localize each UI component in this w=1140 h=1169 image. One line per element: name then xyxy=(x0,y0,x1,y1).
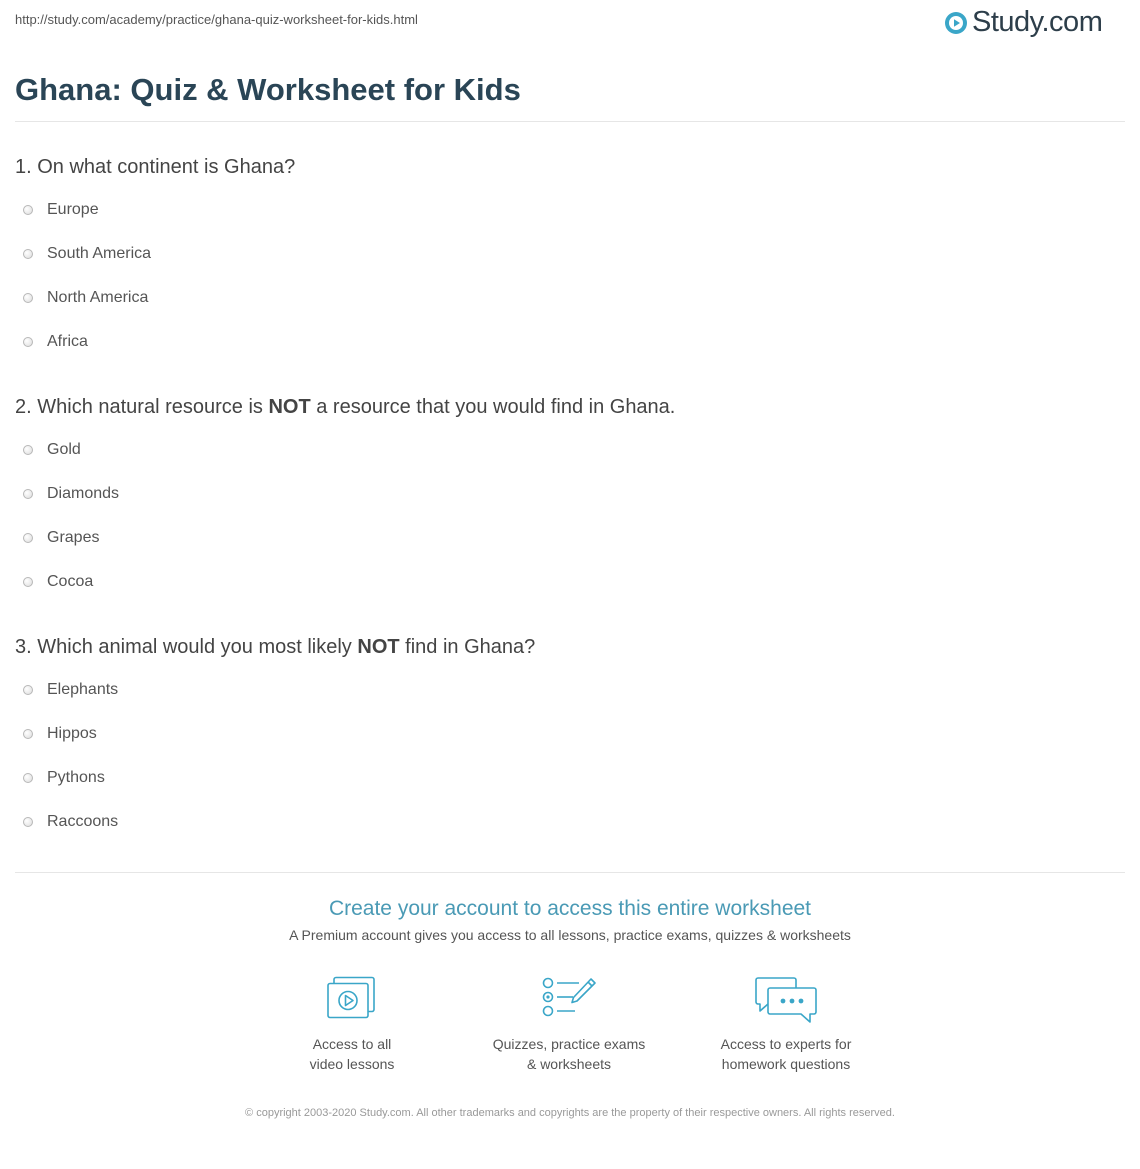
option-label: Grapes xyxy=(47,529,100,546)
question-text-start: Which animal would you most likely xyxy=(37,636,352,658)
radio-button[interactable] xyxy=(23,249,33,259)
option-north-america[interactable] xyxy=(23,288,148,308)
study-logo[interactable] xyxy=(944,8,1102,37)
radio-button[interactable] xyxy=(23,533,33,543)
question-1 xyxy=(15,154,295,180)
create-account-link[interactable]: Create your account to access this entire worksheet xyxy=(328,897,812,920)
option-diamonds[interactable] xyxy=(23,484,119,504)
option-label: Elephants xyxy=(47,681,119,698)
option-africa[interactable] xyxy=(23,332,88,352)
video-lessons-icon xyxy=(326,976,378,1020)
quiz-checklist-icon xyxy=(541,976,597,1020)
chat-bubbles-icon xyxy=(754,976,818,1026)
question-text: On what continent is Ghana? xyxy=(37,156,296,178)
radio-button[interactable] xyxy=(23,577,33,587)
feature-line: homework questions xyxy=(721,1056,851,1072)
question-text-end: find in Ghana? xyxy=(405,636,536,658)
question-text-start: Which natural resource is xyxy=(37,396,263,418)
option-grapes[interactable] xyxy=(23,528,99,548)
option-europe[interactable] xyxy=(23,200,99,220)
option-label: Hippos xyxy=(47,725,97,742)
radio-button[interactable] xyxy=(23,729,33,739)
question-text-end: a resource that you would find in Ghana. xyxy=(316,396,676,418)
option-label: South America xyxy=(47,245,152,262)
option-label: Pythons xyxy=(47,769,105,786)
radio-button[interactable] xyxy=(23,205,33,215)
play-logo-icon xyxy=(944,11,968,35)
page-title: Ghana: Quiz & Worksheet for Kids xyxy=(15,72,521,107)
feature-line: & worksheets xyxy=(526,1056,612,1072)
option-label: Africa xyxy=(47,333,88,350)
cta-subtitle: A Premium account gives you access to all lessons, practice exams, quizzes & worksheets xyxy=(289,927,851,943)
option-label: Europe xyxy=(47,201,99,218)
feature-line: Quizzes, practice exams xyxy=(492,1036,646,1052)
feature-video-lessons xyxy=(252,976,452,1074)
option-elephants[interactable] xyxy=(23,680,118,700)
copyright-notice: © copyright 2003-2020 Study.com. All other trademarks and copyrights are the property of their respective owners. All rights reserved. xyxy=(245,1107,895,1119)
feature-line: video lessons xyxy=(309,1056,395,1072)
feature-experts xyxy=(686,976,886,1074)
option-gold[interactable] xyxy=(23,440,81,460)
radio-button[interactable] xyxy=(23,445,33,455)
question-number: 2. xyxy=(15,396,32,418)
section-divider xyxy=(15,872,1125,873)
option-label: Gold xyxy=(47,441,81,458)
radio-button[interactable] xyxy=(23,293,33,303)
option-pythons[interactable] xyxy=(23,768,105,788)
feature-text xyxy=(686,1034,886,1074)
feature-line: Access to all xyxy=(312,1036,392,1052)
option-label: Cocoa xyxy=(47,573,94,590)
feature-text xyxy=(469,1034,669,1074)
feature-text xyxy=(252,1034,452,1074)
radio-button[interactable] xyxy=(23,489,33,499)
title-divider xyxy=(15,121,1125,122)
radio-button[interactable] xyxy=(23,337,33,347)
radio-button[interactable] xyxy=(23,817,33,827)
option-raccoons[interactable] xyxy=(23,812,118,832)
option-cocoa[interactable] xyxy=(23,572,93,592)
feature-quizzes xyxy=(469,976,669,1074)
option-label: Diamonds xyxy=(47,485,120,502)
question-number: 1. xyxy=(15,156,32,178)
question-emphasis: NOT xyxy=(357,636,400,658)
radio-button[interactable] xyxy=(23,685,33,695)
question-emphasis: NOT xyxy=(268,396,311,418)
question-number: 3. xyxy=(15,636,32,658)
option-label: North America xyxy=(47,289,149,306)
option-label: Raccoons xyxy=(47,813,119,830)
radio-button[interactable] xyxy=(23,773,33,783)
option-hippos[interactable] xyxy=(23,724,97,744)
question-2 xyxy=(15,394,675,420)
question-3 xyxy=(15,634,535,660)
option-south-america[interactable] xyxy=(23,244,151,264)
page-url: http://study.com/academy/practice/ghana-quiz-worksheet-for-kids.html xyxy=(15,12,418,27)
brand-name: Study.com xyxy=(972,6,1103,38)
feature-line: Access to experts for xyxy=(720,1036,852,1052)
